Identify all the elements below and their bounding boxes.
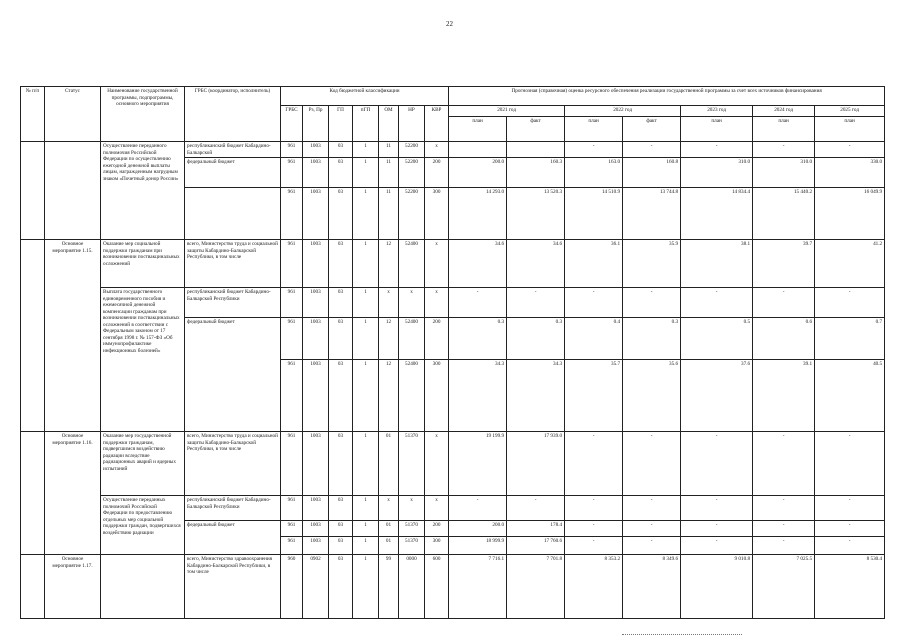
- cell-code: 1: [353, 555, 379, 619]
- cell-code: 1003: [303, 142, 329, 158]
- cell-code: 1: [353, 537, 379, 555]
- cell-code: х: [379, 496, 399, 521]
- cell-value: -: [623, 288, 681, 318]
- cell-value: -: [815, 142, 885, 158]
- cell-code: 03: [329, 318, 353, 360]
- cell-grbs: [185, 188, 281, 240]
- cell-value: -: [815, 537, 885, 555]
- cell-code: 1: [353, 158, 379, 188]
- cell-value: -: [753, 142, 815, 158]
- cell-value: -: [449, 288, 507, 318]
- cell-value: -: [681, 537, 753, 555]
- cell-code: 1003: [303, 537, 329, 555]
- table-row: [21, 496, 885, 521]
- header-plan: план: [753, 117, 815, 142]
- cell-value: -: [565, 432, 623, 496]
- cell-value: 330.0: [815, 158, 885, 188]
- cell-code: 961: [281, 521, 303, 537]
- cell-value: 9 010.8: [681, 555, 753, 619]
- cell-value: -: [815, 496, 885, 521]
- cell-code: 1003: [303, 288, 329, 318]
- cell-value: 178.4: [507, 521, 565, 537]
- cell-value: 0.6: [753, 318, 815, 360]
- cell-code: 1003: [303, 318, 329, 360]
- cell-value: 37.6: [681, 360, 753, 432]
- table-row: [21, 142, 885, 158]
- cell-code: 1: [353, 240, 379, 288]
- cell-value: -: [681, 496, 753, 521]
- cell-grbs: федеральный бюджет: [185, 521, 281, 555]
- table-row: [21, 555, 885, 619]
- cell-value: 14 510.9: [565, 188, 623, 240]
- cell-value: 35.6: [623, 360, 681, 432]
- cell-value: 14 834.4: [681, 188, 753, 240]
- cell-value: 36.1: [565, 240, 623, 288]
- cell-code: 51370: [399, 432, 425, 496]
- cell-value: 200.0: [449, 158, 507, 188]
- header-year: 2021 год: [449, 106, 565, 117]
- cell-value: 8 353.2: [565, 555, 623, 619]
- cell-code: 01: [379, 537, 399, 555]
- cell-code: 961: [281, 288, 303, 318]
- header-kbk-col: ГП: [329, 106, 353, 142]
- cell-value: -: [753, 288, 815, 318]
- page-number: 22: [446, 20, 453, 28]
- cell-value: 8 349.6: [623, 555, 681, 619]
- header-forecast: Прогнозная (справочная) оценка ресурсного обеспечения реализации государственной программы за счет всех источников финансирования: [449, 87, 885, 106]
- cell-value: 0.4: [565, 318, 623, 360]
- cell-code: 12: [379, 318, 399, 360]
- cell-value: 160.3: [507, 158, 565, 188]
- cell-code: 03: [329, 142, 353, 158]
- cell-code: 99: [379, 555, 399, 619]
- header-year: 2025 год: [815, 106, 885, 117]
- header-year: 2022 год: [565, 106, 681, 117]
- cell-value: -: [449, 496, 507, 521]
- cell-code: 1: [353, 432, 379, 496]
- cell-code: 12: [379, 360, 399, 432]
- cell-value: -: [815, 288, 885, 318]
- cell-value: -: [753, 432, 815, 496]
- cell-value: -: [565, 142, 623, 158]
- cell-code: 1003: [303, 188, 329, 240]
- cell-value: 18 999.9: [449, 537, 507, 555]
- cell-value: [507, 142, 565, 158]
- cell-value: 14 293.0: [449, 188, 507, 240]
- cell-code: х: [399, 288, 425, 318]
- cell-grbs: федеральный бюджет: [185, 318, 281, 432]
- cell-grbs: федеральный бюджет: [185, 158, 281, 188]
- cell-code: 1003: [303, 432, 329, 496]
- cell-value: 39.1: [753, 360, 815, 432]
- cell-value: 7 716.1: [449, 555, 507, 619]
- cell-value: 0.3: [449, 318, 507, 360]
- cell-grbs: всего, Министерство труда и социальной защиты Кабардино-Балкарской Республики, в том числе: [185, 432, 281, 496]
- cell-value: -: [565, 496, 623, 521]
- cell-code: 1: [353, 521, 379, 537]
- cell-code: 03: [329, 555, 353, 619]
- table-body: [21, 142, 885, 619]
- cell-code: 51370: [399, 521, 425, 537]
- cell-value: -: [507, 288, 565, 318]
- cell-code: 961: [281, 318, 303, 360]
- cell-name: Осуществление переданного полномочия Российской Федерации по осуществлению ежегодной денежной выплаты лицам, награжденным нагрудным знаком «Почетный донор России»: [101, 142, 185, 240]
- cell-code: 961: [281, 142, 303, 158]
- cell-code: 01: [379, 521, 399, 537]
- cell-code: 1003: [303, 240, 329, 288]
- cell-code: х: [425, 496, 449, 521]
- cell-num: [21, 142, 45, 240]
- cell-status: [45, 142, 101, 240]
- header-year: 2023 год: [681, 106, 753, 117]
- cell-code: 03: [329, 158, 353, 188]
- cell-code: 03: [329, 432, 353, 496]
- cell-num: [21, 240, 45, 432]
- cell-code: 300: [425, 360, 449, 432]
- cell-value: 38.1: [681, 240, 753, 288]
- cell-code: х: [425, 240, 449, 288]
- cell-value: -: [565, 288, 623, 318]
- cell-code: 200: [425, 318, 449, 360]
- cell-code: 1003: [303, 360, 329, 432]
- cell-value: -: [681, 142, 753, 158]
- cell-value: 41.2: [815, 240, 885, 288]
- cell-code: 52200: [399, 142, 425, 158]
- cell-name: Осуществление переданных полномочий Российской Федерации по предоставлению отдельных мер социальной поддержки граждан, подвергшихся воздействию радиации: [101, 496, 185, 555]
- cell-code: 961: [281, 158, 303, 188]
- cell-value: 310.0: [753, 158, 815, 188]
- cell-value: -: [623, 521, 681, 537]
- page-footer-line: [622, 634, 742, 636]
- cell-value: 0.7: [815, 318, 885, 360]
- cell-code: х: [379, 288, 399, 318]
- cell-value: 7 025.5: [753, 555, 815, 619]
- cell-status: Основное мероприятие 1.15.: [45, 240, 101, 432]
- cell-code: х: [425, 142, 449, 158]
- cell-name: [101, 555, 185, 619]
- cell-value: 35.9: [623, 240, 681, 288]
- cell-code: 961: [281, 240, 303, 288]
- cell-code: 300: [425, 537, 449, 555]
- cell-name: Оказание мер социальной поддержки гражданам при возникновении поствакцинальных осложнений: [101, 240, 185, 288]
- cell-status: Основное мероприятие 1.17.: [45, 555, 101, 619]
- cell-code: 12: [379, 240, 399, 288]
- cell-grbs: всего, Министерство здравоохранения Кабардино-Балкарской Республики, в том числе: [185, 555, 281, 619]
- cell-code: 0000: [399, 555, 425, 619]
- cell-code: 200: [425, 158, 449, 188]
- cell-value: 8 530.4: [815, 555, 885, 619]
- cell-code: 01: [379, 432, 399, 496]
- header-year: 2024 год: [753, 106, 815, 117]
- cell-value: -: [753, 521, 815, 537]
- cell-code: 03: [329, 188, 353, 240]
- cell-value: -: [681, 521, 753, 537]
- cell-value: -: [507, 496, 565, 521]
- cell-grbs: республиканский бюджет Кабардино-Балкарской Республики: [185, 288, 281, 318]
- cell-code: 1: [353, 496, 379, 521]
- cell-code: 52400: [399, 240, 425, 288]
- cell-code: 200: [425, 521, 449, 537]
- cell-code: 52400: [399, 318, 425, 360]
- cell-num: [21, 432, 45, 555]
- cell-value: -: [623, 142, 681, 158]
- cell-value: 0.3: [507, 318, 565, 360]
- cell-value: 16 049.9: [815, 188, 885, 240]
- budget-table: [20, 86, 885, 619]
- cell-value: 40.5: [815, 360, 885, 432]
- header-plan: план: [565, 117, 623, 142]
- header-kbk-col: НР: [399, 106, 425, 142]
- cell-value: 163.0: [565, 158, 623, 188]
- cell-value: -: [681, 288, 753, 318]
- cell-value: -: [681, 432, 753, 496]
- cell-value: -: [753, 496, 815, 521]
- table-row: [21, 432, 885, 496]
- table-row: [21, 240, 885, 288]
- cell-code: 961: [281, 496, 303, 521]
- header-status: Статус: [45, 87, 101, 142]
- cell-value: 160.8: [623, 158, 681, 188]
- cell-code: 03: [329, 537, 353, 555]
- cell-name: Оказание мер государственной поддержки гражданам, подвергшимся воздействию радиации вследствие радиационных аварий и ядерных испытаний: [101, 432, 185, 496]
- cell-code: 03: [329, 360, 353, 432]
- cell-grbs: республиканский бюджет Кабардино-Балкарской: [185, 142, 281, 158]
- cell-code: 03: [329, 288, 353, 318]
- header-plan: план: [815, 117, 885, 142]
- cell-value: 310.0: [681, 158, 753, 188]
- header-kbk-col: КВР: [425, 106, 449, 142]
- cell-code: 52400: [399, 360, 425, 432]
- cell-value: 200.0: [449, 521, 507, 537]
- header-kbk-col: ГРБС: [281, 106, 303, 142]
- cell-value: -: [623, 432, 681, 496]
- cell-code: 961: [281, 360, 303, 432]
- cell-value: 13 744.8: [623, 188, 681, 240]
- header-kbk: Код бюджетной классификации: [281, 87, 449, 106]
- cell-code: 03: [329, 240, 353, 288]
- cell-value: -: [815, 432, 885, 496]
- cell-value: [449, 142, 507, 158]
- cell-value: 0.5: [681, 318, 753, 360]
- cell-code: 1003: [303, 496, 329, 521]
- cell-code: 03: [329, 521, 353, 537]
- cell-code: 52200: [399, 188, 425, 240]
- header-num: № п/п: [21, 87, 45, 142]
- cell-value: 34.6: [449, 240, 507, 288]
- cell-value: -: [623, 537, 681, 555]
- cell-code: 960: [281, 555, 303, 619]
- cell-grbs: республиканский бюджет Кабардино-Балкарской Республики: [185, 496, 281, 521]
- cell-value: -: [753, 537, 815, 555]
- cell-status: Основное мероприятие 1.16.: [45, 432, 101, 555]
- cell-code: 1: [353, 318, 379, 360]
- cell-num: [21, 555, 45, 619]
- cell-value: 34.6: [507, 240, 565, 288]
- cell-name: Выплата государственного единовременного пособия и ежемесячной денежной компенсации гражданам при возникновении поствакцинальных осложнений в соответствии с Федеральным законом от 17 сентября 1998 г. № 157-ФЗ «Об иммунопрофилактике инфекционных болезней»: [101, 288, 185, 432]
- cell-code: 300: [425, 188, 449, 240]
- cell-value: 39.7: [753, 240, 815, 288]
- cell-code: 0902: [303, 555, 329, 619]
- cell-code: 600: [425, 555, 449, 619]
- header-name: Наименование государственной программы, подпрограммы, основного мероприятия: [101, 87, 185, 142]
- cell-code: 1003: [303, 158, 329, 188]
- cell-value: -: [565, 521, 623, 537]
- cell-code: 1: [353, 188, 379, 240]
- cell-value: -: [623, 496, 681, 521]
- header-kbk-col: Рз, Пр: [303, 106, 329, 142]
- header-plan: план: [681, 117, 753, 142]
- header-plan: план: [449, 117, 507, 142]
- cell-code: х: [425, 432, 449, 496]
- header-fact: факт: [507, 117, 565, 142]
- cell-value: 13 520.3: [507, 188, 565, 240]
- cell-value: 0.3: [623, 318, 681, 360]
- cell-code: 11: [379, 188, 399, 240]
- cell-code: 11: [379, 158, 399, 188]
- cell-value: 19 199.9: [449, 432, 507, 496]
- header-kbk-col: пГП: [353, 106, 379, 142]
- cell-code: 1: [353, 288, 379, 318]
- header-fact: факт: [623, 117, 681, 142]
- cell-code: 11: [379, 142, 399, 158]
- cell-code: 961: [281, 188, 303, 240]
- cell-value: 15 440.2: [753, 188, 815, 240]
- cell-code: 961: [281, 432, 303, 496]
- cell-code: х: [425, 288, 449, 318]
- cell-code: 1: [353, 142, 379, 158]
- cell-code: 1: [353, 360, 379, 432]
- cell-code: 51370: [399, 537, 425, 555]
- header-grbs: ГРБС (координатор, исполнитель): [185, 87, 281, 142]
- cell-value: 35.7: [565, 360, 623, 432]
- table-row: [21, 288, 885, 318]
- cell-value: 34.3: [449, 360, 507, 432]
- cell-value: -: [565, 537, 623, 555]
- cell-grbs: всего, Министерство труда и социальной защиты Кабардино-Балкарской Республики, в том числе: [185, 240, 281, 288]
- cell-code: 03: [329, 496, 353, 521]
- cell-value: 17 939.0: [507, 432, 565, 496]
- cell-code: х: [399, 496, 425, 521]
- cell-code: 961: [281, 537, 303, 555]
- cell-code: 1003: [303, 521, 329, 537]
- cell-code: 52200: [399, 158, 425, 188]
- cell-value: -: [815, 521, 885, 537]
- cell-value: 17 760.6: [507, 537, 565, 555]
- header-kbk-col: ОМ: [379, 106, 399, 142]
- cell-value: 34.3: [507, 360, 565, 432]
- cell-value: 7 701.8: [507, 555, 565, 619]
